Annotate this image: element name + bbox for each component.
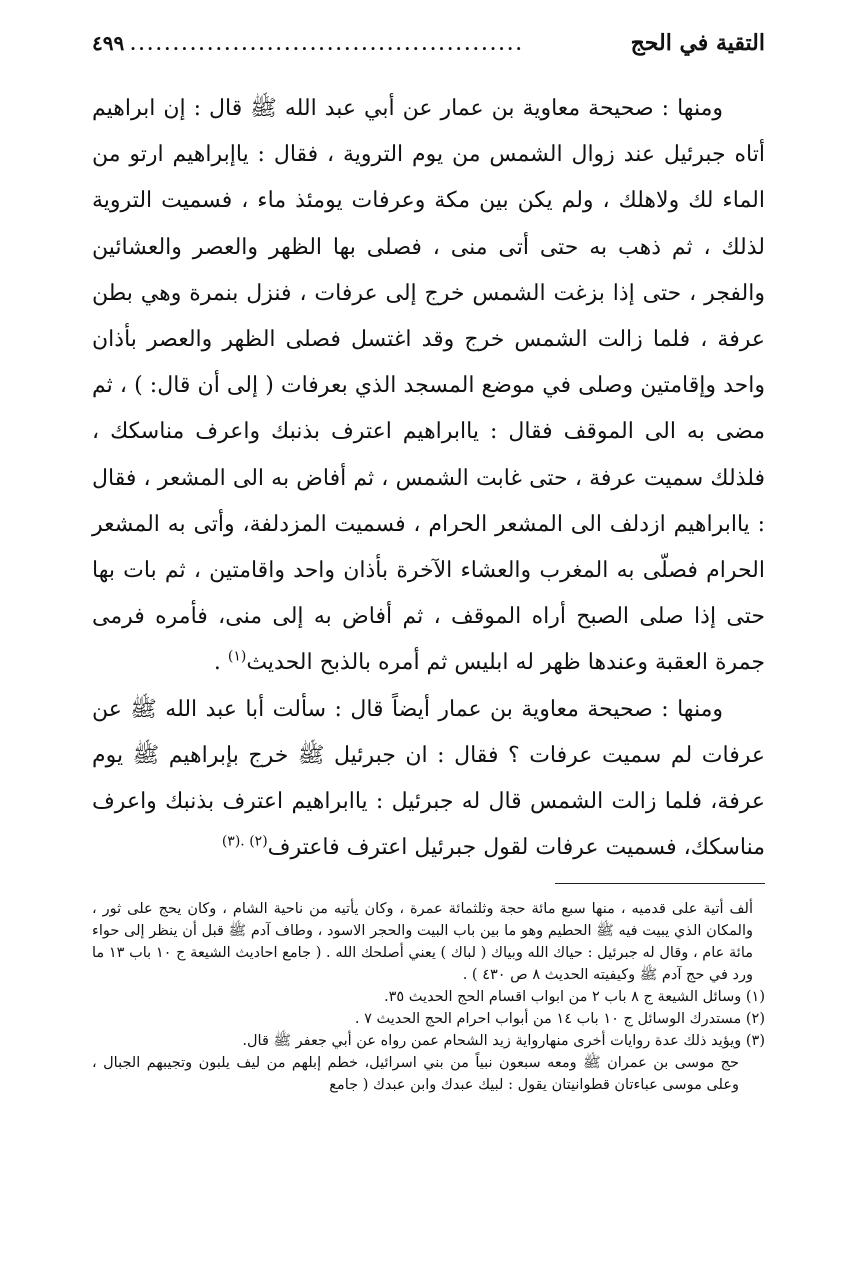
- footnote-1: (١) وسائل الشيعة ج ٨ باب ٢ من ابواب اقسام الحج الحديث ٣٥.: [384, 989, 765, 1005]
- footnote-continuation: ألف أتية على قدميه ، منها سبع مائة حجة وثلثمائة عمرة ، وكان يأتيه من ناحية الشام ، وكان يحج على ثور ، والمكان الذي يبيت فيه ﷺ الحطيم وهو ما بين باب البيت والحجر الاسود ، وطاف آدم ﷺ قبل أن ينظر إلى حواء مائة عام ، وقال له جبرئيل : حياك الله وبياك ( لباك ) يعني أصلحك الله . ( جامع احاديث الشيعة ج ١٠ باب ١٣ ما ورد في حج آدم ﷺ وكيفيته الحديث ٨ ص ٤٣٠ ) .: [92, 901, 754, 983]
- running-header: [92, 30, 765, 70]
- footnotes: [92, 898, 765, 1096]
- footnote-3-continuation: حج موسى بن عمران ﷺ ومعه سبعون نبياً من بني اسرائيل، خطم إبلهم من ليف يلبون وتجيبهم الجبال ، وعلى موسى عباءتان قطوانيتان يقول : لبيك عبدك وابن عبدك ( جامع: [92, 1055, 739, 1093]
- footnote-3: (٣) ويؤيد ذلك عدة روايات أخرى منهارواية زيد الشحام عمن رواه عن أبي جعفر ﷺ قال.: [242, 1033, 765, 1049]
- main-text: [92, 86, 765, 871]
- paragraph-2-text: ومنها : صحيحة معاوية بن عمار أيضاً قال : سألت أبا عبد الله ﷺ عن عرفات لم سميت عرفات ؟ فقال : ان جبرئيل ﷺ خرج بإبراهيم ﷺ يوم عرفة، فلما زالت الشمس قال له جبرئيل : ياابراهيم اعترف بذنبك واعرف مناسكك، فسميت عرفات لقول جبرئيل اعترف فاعترف: [92, 696, 765, 861]
- footnote-2: (٢) مستدرك الوسائل ج ١٠ باب ١٤ من أبواب احرام الحج الحديث ٧ .: [354, 1011, 765, 1027]
- footnote-divider: [555, 883, 765, 884]
- chapter-title: التقية في الحج: [630, 30, 765, 56]
- header-leader-dots: ..............................................: [130, 35, 525, 54]
- paragraph-1: [92, 86, 765, 687]
- paragraph-2: [92, 687, 765, 872]
- page-number: ٤٩٩: [92, 31, 125, 55]
- footnote-refs-2-3: (٢) .(٣): [221, 833, 268, 850]
- paragraph-1-text: ومنها : صحيحة معاوية بن عمار عن أبي عبد الله ﷺ قال : إن ابراهيم أتاه جبرئيل عند زوال الشمس من يوم التروية ، فقال : ياإبراهيم ارتو من الماء لك ولاهلك ، ولم يكن بين مكة وعرفات يومئذ ماء ، فسميت التروية لذلك ، ثم ذهب به حتى أتى منى ، فصلى بها الظهر والعصر والعشائين والفجر ، حتى إذا بزغت الشمس خرج إلى عرفات ، فنزل بنمرة وهي بطن عرفة ، فلما زالت الشمس خرج وقد اغتسل فصلى الظهر والعصر بأذان واحد وإقامتين وصلى في موضع المسجد الذي بعرفات ( إلى أن قال: ) ، ثم مضى به الى الموقف فقال : ياابراهيم اعترف بذنبك واعرف مناسكك ، فلذلك سميت عرفة ، حتى غابت الشمس ، ثم أفاض به الى المشعر ، فقال : ياابراهيم ازدلف الى المشعر الحرام ، فسميت المزدلفة، وأتى به المشعر الحرام فصلّى به المغرب والعشاء الآخرة بأذان واحد واقامتين ، ثم بات بها حتى إذا صلى الصبح أراه الموقف ، ثم أفاض به إلى منى، فأمره فرمى جمرة العقبة وعندها ظهر له ابليس ثم أمره بالذبح الحديث: [92, 96, 765, 676]
- paragraph-1-end: .: [213, 650, 228, 676]
- footnote-ref-1: (١): [227, 649, 247, 666]
